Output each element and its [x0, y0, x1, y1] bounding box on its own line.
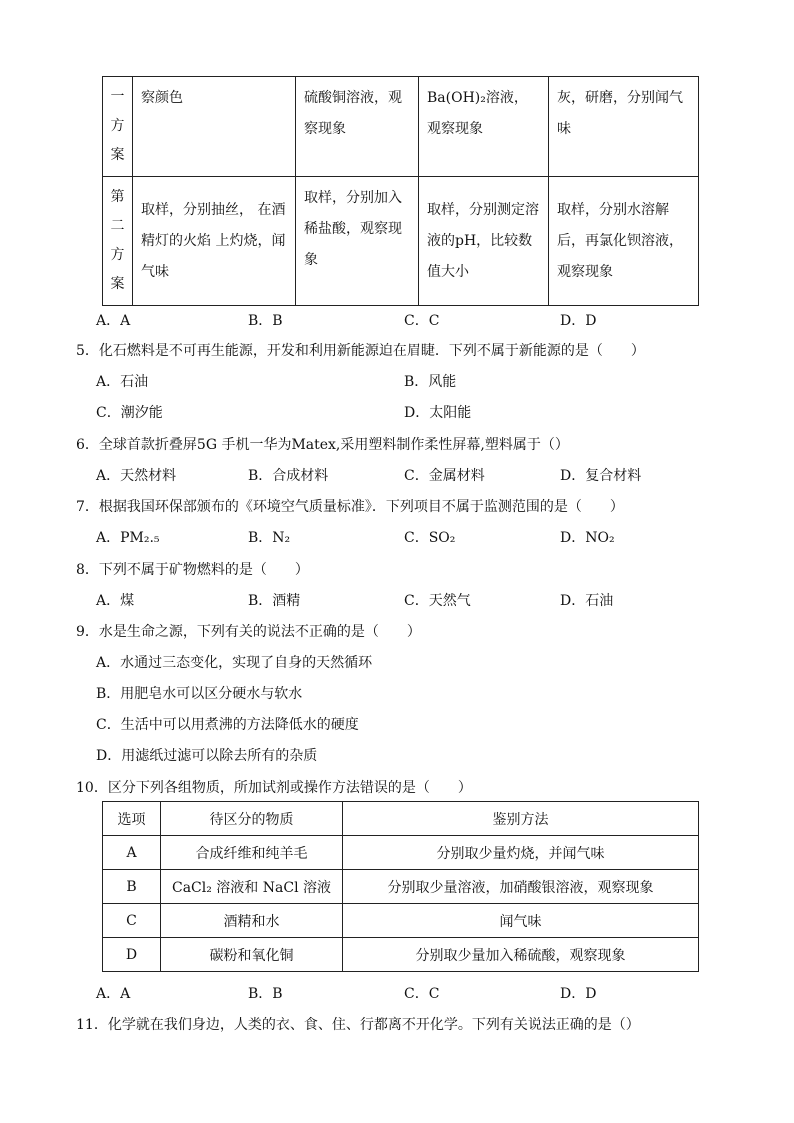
- row-head-plan-1: [103, 77, 133, 177]
- table-row: [103, 836, 699, 870]
- option-d[interactable]: D．石油: [560, 593, 614, 609]
- row-head-char: 案: [110, 276, 125, 292]
- option-b[interactable]: B．N₂: [248, 530, 291, 546]
- table-cell: 分别取少量灼烧，并闻气味: [343, 836, 699, 870]
- table-cell: 取样，分别抽丝， 在酒精灯的火焰 上灼烧，闻气味: [133, 177, 296, 306]
- q6-stem: 6．全球首款折叠屏5G 手机一华为Matex,采用塑料制作柔性屏幕,塑料属于（）: [76, 437, 569, 453]
- option-c[interactable]: C．天然气: [404, 593, 471, 609]
- row-head-char: 一: [110, 89, 125, 105]
- table-cell: CaCl₂ 溶液和 NaCl 溶液: [161, 870, 343, 904]
- table-cell: 取样，分别水溶解后，再氯化钡溶液，观察现象: [549, 177, 699, 306]
- table-cell: 闻气味: [343, 904, 699, 938]
- table-cell: 取样，分别加入稀盐酸，观察现象: [296, 177, 419, 306]
- q11-stem: 11．化学就在我们身边，人类的衣、食、住、行都离不开化学。下列有关说法正确的是（）: [76, 1017, 640, 1033]
- q10-options: [96, 983, 696, 1003]
- table-cell: C: [103, 904, 161, 938]
- table-cell: A: [103, 836, 161, 870]
- q7-options: [96, 527, 696, 547]
- table-cell: 分别取少量溶液，加硝酸银溶液，观察现象: [343, 870, 699, 904]
- q7-stem: 7．根据我国环保部颁布的《环境空气质量标准》．下列项目不属于监测范围的是（ ）: [76, 499, 624, 515]
- table-row: [103, 77, 699, 177]
- q9-option-d[interactable]: D．用滤纸过滤可以除去所有的杂质: [96, 748, 318, 764]
- q4-options: [96, 310, 696, 330]
- q5-option-c[interactable]: C．潮汐能: [96, 405, 163, 421]
- row-head-char: 方: [110, 247, 125, 263]
- table-row: [103, 938, 699, 972]
- q9-option-c[interactable]: C．生活中可以用煮沸的方法降低水的硬度: [96, 717, 359, 733]
- q8-options: [96, 590, 696, 610]
- q10-stem: 10．区分下列各组物质，所加试剂或操作方法错误的是（ ）: [76, 780, 472, 796]
- table-row: [103, 870, 699, 904]
- table-row: [103, 177, 699, 306]
- row-head-plan-2: [103, 177, 133, 306]
- option-a[interactable]: A．A: [96, 986, 131, 1002]
- q10-table: [102, 801, 699, 972]
- table-cell: 分别取少量加入稀硫酸，观察现象: [343, 938, 699, 972]
- option-a[interactable]: A．A: [96, 313, 131, 329]
- header-cell: 选项: [103, 802, 161, 836]
- table-cell: B: [103, 870, 161, 904]
- option-d[interactable]: D．D: [560, 986, 597, 1002]
- option-c[interactable]: C．C: [404, 986, 440, 1002]
- q5-option-d[interactable]: D．太阳能: [404, 405, 472, 421]
- option-a[interactable]: A．PM₂.₅: [96, 530, 160, 546]
- option-b[interactable]: B．B: [248, 986, 283, 1002]
- table-cell: D: [103, 938, 161, 972]
- row-head-char: 案: [110, 147, 125, 163]
- q9-option-a[interactable]: A．水通过三态变化，实现了自身的天然循环: [96, 655, 373, 671]
- row-head-char: 方: [110, 118, 125, 134]
- q6-options: [96, 465, 696, 485]
- table-cell: 察颜色: [133, 77, 296, 177]
- option-c[interactable]: C．金属材料: [404, 468, 485, 484]
- q5-option-a[interactable]: A．石油: [96, 374, 149, 390]
- table-cell: 取样，分别测定溶液的pH，比较数值大小: [419, 177, 549, 306]
- option-b[interactable]: B．B: [248, 313, 283, 329]
- header-cell: 鉴别方法: [343, 802, 699, 836]
- option-c[interactable]: C．SO₂: [404, 530, 456, 546]
- q9-stem: 9．水是生命之源，下列有关的说法不正确的是（ ）: [76, 624, 421, 640]
- option-d[interactable]: D．复合材料: [560, 468, 642, 484]
- q5-stem: 5．化石燃料是不可再生能源，开发和利用新能源迫在眉睫．下列不属于新能源的是（ ）: [76, 343, 645, 359]
- q8-stem: 8．下列不属于矿物燃料的是（ ）: [76, 562, 309, 578]
- table-row: [103, 904, 699, 938]
- row-head-char: 二: [110, 218, 125, 234]
- table-cell: 酒精和水: [161, 904, 343, 938]
- option-b[interactable]: B．酒精: [248, 593, 301, 609]
- table-header-row: [103, 802, 699, 836]
- q5-option-b[interactable]: B．风能: [404, 374, 457, 390]
- q4-comparison-table: [102, 76, 699, 306]
- option-a[interactable]: A．天然材料: [96, 468, 177, 484]
- table-cell: 灰，研磨，分别闻气味: [549, 77, 699, 177]
- table-cell: 碳粉和氧化铜: [161, 938, 343, 972]
- table-cell: 硫酸铜溶液，观察现象: [296, 77, 419, 177]
- q9-option-b[interactable]: B．用肥皂水可以区分硬水与软水: [96, 686, 303, 702]
- option-a[interactable]: A．煤: [96, 593, 135, 609]
- table-cell: Ba(OH)₂溶液，观察现象: [419, 77, 549, 177]
- header-cell: 待区分的物质: [161, 802, 343, 836]
- row-head-char: 第: [110, 189, 125, 205]
- table-cell: 合成纤维和纯羊毛: [161, 836, 343, 870]
- option-b[interactable]: B．合成材料: [248, 468, 329, 484]
- option-d[interactable]: D．NO₂: [560, 530, 615, 546]
- option-c[interactable]: C．C: [404, 313, 440, 329]
- option-d[interactable]: D．D: [560, 313, 597, 329]
